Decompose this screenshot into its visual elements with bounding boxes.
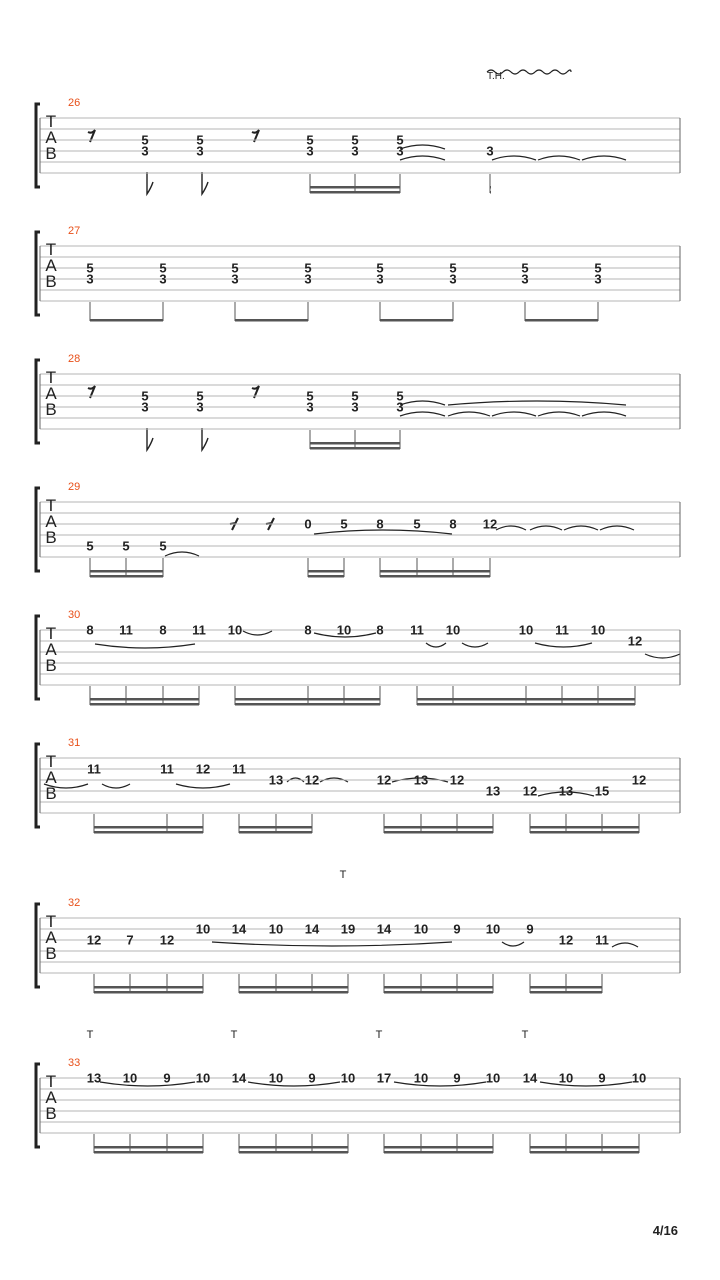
fret-number: 5 <box>304 260 312 276</box>
beam <box>526 698 635 701</box>
measure-number: 27 <box>68 225 81 237</box>
fret-number: 3 <box>376 271 384 287</box>
slur <box>100 1082 195 1086</box>
slur <box>540 1082 632 1086</box>
system-bracket <box>36 360 40 443</box>
beam <box>525 319 598 322</box>
tap-marker: T <box>230 1029 238 1041</box>
fret-number: 10 <box>445 622 461 638</box>
slur <box>496 526 526 530</box>
beam <box>90 575 163 578</box>
slur <box>492 412 536 416</box>
tab-clef-letter: A <box>45 640 57 659</box>
system-bracket <box>36 1064 40 1147</box>
fret-number: 3 <box>141 143 149 159</box>
tab-clef-letter: B <box>45 144 57 163</box>
fret-number: 5 <box>340 516 348 532</box>
beam <box>94 1146 203 1149</box>
fret-number: 5 <box>351 132 359 148</box>
beam <box>94 831 203 834</box>
beam <box>239 1151 348 1154</box>
fret-number: 13 <box>268 772 284 788</box>
system-bracket <box>36 616 40 699</box>
fret-number: 14 <box>376 921 392 937</box>
tab-system-28 <box>36 353 680 450</box>
beam <box>310 191 400 194</box>
slur <box>502 942 524 946</box>
tab-clef-letter: A <box>45 1088 57 1107</box>
fret-number: 5 <box>306 132 314 148</box>
beam <box>310 442 400 445</box>
fret-number: 12 <box>522 783 538 799</box>
beam <box>530 1146 639 1149</box>
system-bracket <box>36 232 40 315</box>
fret-number: 5 <box>196 132 204 148</box>
fret-number: 5 <box>521 260 529 276</box>
slur <box>530 526 562 530</box>
slur <box>564 526 598 530</box>
fret-number: 12 <box>304 772 320 788</box>
beam <box>308 575 344 578</box>
fret-number: 10 <box>227 622 243 638</box>
tab-system-33 <box>36 1029 680 1154</box>
fret-number: 10 <box>122 1070 138 1086</box>
fret-number: 5 <box>449 260 457 276</box>
fret-number: 8 <box>86 622 94 638</box>
fret-number: 10 <box>268 921 284 937</box>
slur <box>426 643 446 647</box>
fret-number: 14 <box>304 921 320 937</box>
fret-number: 17 <box>376 1070 392 1086</box>
fret-number: 3 <box>521 271 529 287</box>
fret-number: 10 <box>558 1070 574 1086</box>
fret-number: 15 <box>594 783 610 799</box>
fret-number: 12 <box>627 633 643 649</box>
fret-number: 12 <box>195 761 211 777</box>
tab-clef-letter: T <box>45 912 57 931</box>
slur <box>448 412 490 416</box>
fret-number: 5 <box>141 132 149 148</box>
beam <box>90 703 199 706</box>
slur <box>95 644 195 648</box>
fret-number: 8 <box>159 622 167 638</box>
beam <box>310 186 400 189</box>
slur <box>212 942 452 946</box>
note-flag <box>147 172 153 194</box>
tab-clef-letter: T <box>45 112 57 131</box>
fret-number: 10 <box>340 1070 356 1086</box>
fret-number: 3 <box>86 271 94 287</box>
slur <box>176 784 230 788</box>
tab-system-27 <box>36 225 680 322</box>
beam <box>490 191 491 194</box>
fret-number: 10 <box>485 1070 501 1086</box>
tab-system-29 <box>36 481 680 578</box>
slur <box>400 401 445 405</box>
fret-number: 9 <box>163 1070 171 1086</box>
fret-number: 10 <box>631 1070 647 1086</box>
fret-number: 11 <box>555 622 569 638</box>
fret-number: 3 <box>449 271 457 287</box>
fret-number: 0 <box>304 516 312 532</box>
slur <box>538 412 580 416</box>
tab-clef-letter: B <box>45 944 57 963</box>
fret-number: 10 <box>485 921 501 937</box>
fret-number: 10 <box>336 622 352 638</box>
beam <box>530 826 639 829</box>
beam <box>417 698 526 701</box>
fret-number: 3 <box>141 399 149 415</box>
fret-number: 11 <box>410 622 424 638</box>
slur <box>400 156 445 160</box>
system-bracket <box>36 744 40 827</box>
fret-number: 3 <box>351 399 359 415</box>
tap-marker: T <box>521 1029 529 1041</box>
slur <box>492 156 536 160</box>
fret-number: 5 <box>159 260 167 276</box>
fret-number: 3 <box>159 271 167 287</box>
system-bracket <box>36 488 40 571</box>
note-flag <box>202 428 208 450</box>
fret-number: 14 <box>231 1070 247 1086</box>
fret-number: 10 <box>590 622 606 638</box>
tab-clef-letter: A <box>45 928 57 947</box>
fret-number: 11 <box>595 932 609 948</box>
beam <box>239 831 312 834</box>
measure-number: 30 <box>68 609 81 621</box>
measure-number: 28 <box>68 353 81 365</box>
slur <box>243 631 272 635</box>
fret-number: 9 <box>453 1070 461 1086</box>
slur <box>582 156 626 160</box>
slur <box>645 654 680 658</box>
system-bracket <box>36 104 40 187</box>
beam <box>90 570 163 573</box>
beam <box>530 1151 639 1154</box>
beam <box>94 991 203 994</box>
fret-number: 9 <box>598 1070 606 1086</box>
tab-system-30 <box>36 609 680 706</box>
fret-number: 12 <box>159 932 175 948</box>
fret-number: 11 <box>232 761 246 777</box>
beam <box>490 186 491 189</box>
tab-clef-letter: T <box>45 496 57 515</box>
tap-marker: T <box>375 1029 383 1041</box>
fret-number: 10 <box>195 1070 211 1086</box>
tab-system-32 <box>36 869 680 994</box>
measure-number: 26 <box>68 97 81 109</box>
fret-number: 13 <box>86 1070 102 1086</box>
fret-number: 10 <box>518 622 534 638</box>
beam <box>530 986 602 989</box>
fret-number: 3 <box>351 143 359 159</box>
slur <box>600 526 634 530</box>
tab-clef-letter: B <box>45 656 57 675</box>
fret-number: 13 <box>558 783 574 799</box>
notation-decorations <box>44 70 680 1086</box>
tab-clef-letter: T <box>45 368 57 387</box>
beam <box>380 570 490 573</box>
fret-number: 3 <box>196 143 204 159</box>
fret-number: 3 <box>196 399 204 415</box>
fret-number: 8 <box>376 516 384 532</box>
fret-number: 11 <box>87 761 101 777</box>
tab-clef-letter: A <box>45 128 57 147</box>
beam <box>94 986 203 989</box>
measure-number: 31 <box>68 737 81 749</box>
fret-number: 8 <box>304 622 312 638</box>
fret-number: 10 <box>195 921 211 937</box>
slur <box>462 643 488 647</box>
tab-clef-letter: B <box>45 528 57 547</box>
fret-number: 3 <box>306 143 314 159</box>
beam <box>526 703 635 706</box>
beam <box>94 1151 203 1154</box>
slur <box>394 1082 486 1086</box>
measure-number: 32 <box>68 897 81 909</box>
fret-number: 5 <box>159 538 167 554</box>
measure-number: 29 <box>68 481 81 493</box>
beam <box>384 831 493 834</box>
beam <box>384 1151 493 1154</box>
slur <box>400 145 445 149</box>
fret-number: 12 <box>558 932 574 948</box>
fret-number: 10 <box>413 921 429 937</box>
note-flag <box>147 428 153 450</box>
beam <box>417 703 526 706</box>
fret-number: 5 <box>196 388 204 404</box>
beam <box>235 698 380 701</box>
tab-clef-letter: T <box>45 624 57 643</box>
fret-number: 3 <box>306 399 314 415</box>
slur <box>248 1082 340 1086</box>
slur <box>535 643 592 647</box>
fret-number: 5 <box>122 538 130 554</box>
fret-number: 5 <box>86 260 94 276</box>
tab-clef-letter: B <box>45 272 57 291</box>
slur <box>612 943 638 947</box>
beam <box>310 447 400 450</box>
tab-clef-letter: T <box>45 1072 57 1091</box>
fret-number: 5 <box>231 260 239 276</box>
tab-clef-letter: T <box>45 240 57 259</box>
harmonic-label: T.H. <box>487 71 505 82</box>
tab-clef-letter: A <box>45 512 57 531</box>
fret-number: 7 <box>126 932 134 948</box>
beam <box>530 831 639 834</box>
beam <box>239 826 312 829</box>
tab-clef-letter: B <box>45 784 57 803</box>
fret-number: 12 <box>449 772 465 788</box>
fret-number: 12 <box>86 932 102 948</box>
fret-number: 5 <box>396 388 404 404</box>
fret-number: 19 <box>340 921 356 937</box>
note-flag <box>202 172 208 194</box>
beam <box>239 991 348 994</box>
beam <box>90 698 199 701</box>
beam <box>239 986 348 989</box>
fret-number: 3 <box>594 271 602 287</box>
fret-number: 9 <box>526 921 534 937</box>
page-number: 4/16 <box>652 1223 678 1238</box>
system-bracket <box>36 904 40 987</box>
fret-number: 14 <box>231 921 247 937</box>
beam <box>384 991 493 994</box>
beam <box>94 826 203 829</box>
beam <box>90 319 163 322</box>
tab-clef-letter: A <box>45 384 57 403</box>
fret-number: 9 <box>453 921 461 937</box>
fret-number: 9 <box>308 1070 316 1086</box>
slur <box>165 552 199 556</box>
slur <box>582 412 626 416</box>
fret-number: 5 <box>306 388 314 404</box>
slur <box>538 156 580 160</box>
tap-marker: T <box>86 1029 94 1041</box>
slur <box>400 412 445 416</box>
beam <box>308 570 344 573</box>
fret-number: 3 <box>396 143 404 159</box>
fret-number: 10 <box>268 1070 284 1086</box>
tab-system-31 <box>36 737 680 834</box>
fret-number: 8 <box>376 622 384 638</box>
tab-clef-letter: A <box>45 256 57 275</box>
fret-number: 3 <box>304 271 312 287</box>
beam <box>380 319 453 322</box>
fret-number: 5 <box>594 260 602 276</box>
beam <box>384 826 493 829</box>
fret-number: 12 <box>631 772 647 788</box>
fret-number: 11 <box>119 622 133 638</box>
fret-number: 5 <box>396 132 404 148</box>
fret-number: 3 <box>486 143 494 159</box>
tab-clef-letter: A <box>45 768 57 787</box>
beam <box>530 991 602 994</box>
fret-number: 5 <box>351 388 359 404</box>
tab-clef-letter: B <box>45 400 57 419</box>
fret-number: 5 <box>141 388 149 404</box>
beam <box>235 703 380 706</box>
fret-number: 12 <box>376 772 392 788</box>
tab-clef-letter: B <box>45 1104 57 1123</box>
fret-number: 10 <box>413 1070 429 1086</box>
slur <box>102 784 130 788</box>
beam <box>384 986 493 989</box>
fret-number: 11 <box>160 761 174 777</box>
fret-number: 14 <box>522 1070 538 1086</box>
fret-number: 3 <box>396 399 404 415</box>
beam <box>235 319 308 322</box>
slur <box>448 401 626 405</box>
beam <box>384 1146 493 1149</box>
fret-number: 13 <box>485 783 501 799</box>
fret-number: 12 <box>482 516 498 532</box>
fret-number: 11 <box>192 622 206 638</box>
measure-number: 33 <box>68 1057 81 1069</box>
fret-number: 8 <box>449 516 457 532</box>
fret-number: 3 <box>231 271 239 287</box>
tab-system-26 <box>36 97 680 194</box>
fret-number: 13 <box>413 772 429 788</box>
tab-systems <box>36 97 680 1154</box>
beam <box>239 1146 348 1149</box>
tab-clef-letter: T <box>45 752 57 771</box>
fret-number: 5 <box>413 516 421 532</box>
beam <box>380 575 490 578</box>
tap-marker: T <box>339 869 347 881</box>
fret-number: 5 <box>86 538 94 554</box>
fret-number: 5 <box>376 260 384 276</box>
